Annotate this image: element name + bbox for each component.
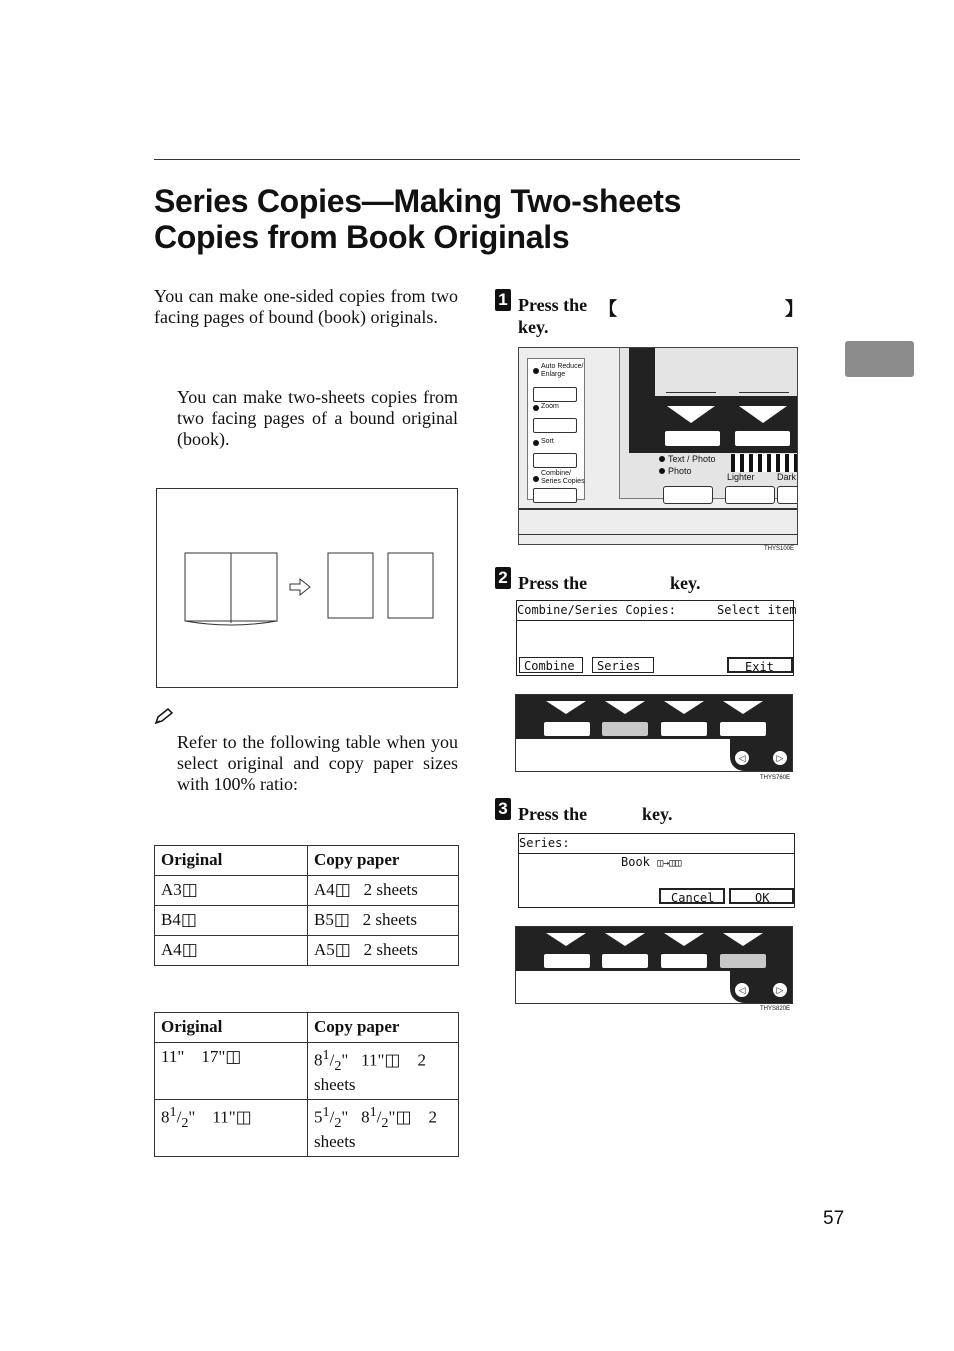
copy-width-num: 1: [322, 1104, 330, 1121]
table-row: [155, 906, 459, 936]
selection-key-3[interactable]: [661, 954, 707, 968]
label-photo: Photo: [668, 466, 692, 476]
landscape-paper-icon: ◫: [181, 880, 198, 899]
original-width: 11": [161, 1047, 185, 1066]
label-sort: Sort: [541, 438, 554, 445]
label-lighter: Lighter: [727, 472, 755, 482]
copy-unit: sheets: [314, 1075, 356, 1095]
landscape-paper-icon: ◫: [225, 1047, 242, 1066]
selection-key-1[interactable]: [544, 722, 590, 736]
sort-key[interactable]: [533, 453, 577, 468]
table-row: $8^1/_2$" 11"◫ $5^1/_2$" $8^1/_2"◫$ 2 sheets: [155, 1100, 459, 1157]
chapter-tab: [845, 341, 914, 377]
portrait-paper-icon: ◫: [334, 940, 351, 959]
step-2: [495, 567, 801, 593]
lighter-key[interactable]: [725, 486, 775, 504]
original-length: 17": [201, 1047, 226, 1066]
copy-width-int: 8: [314, 1050, 323, 1070]
portrait-paper-icon: ◫: [384, 1050, 401, 1070]
selection-key-4[interactable]: [720, 954, 766, 968]
lcd-screen-2: [518, 833, 795, 908]
page-number: 57: [823, 1208, 845, 1229]
label-text-photo: Text / Photo: [668, 454, 716, 464]
image-mode-key[interactable]: [663, 486, 713, 504]
copy-length-den: 2: [381, 1115, 389, 1132]
label-series-copies: Series Copies: [541, 478, 585, 485]
lcd-title: Combine/Series Copies:: [517, 603, 676, 617]
intro-note: You can make two-sheets copies from two facing pages of a bound original (book).: [177, 387, 458, 449]
figure-code-1: THYS100E: [764, 546, 795, 552]
cancel-button[interactable]: Cancel: [659, 888, 725, 904]
original-size: A4: [161, 940, 182, 959]
combine-series-key[interactable]: [533, 488, 577, 503]
header-copy-paper: Copy paper: [308, 1013, 459, 1043]
lcd-title: Series:: [519, 836, 570, 850]
portrait-paper-icon: ◫: [334, 880, 351, 899]
header-original: Original: [155, 846, 308, 876]
step-number: 1: [495, 289, 511, 311]
copy-width-den: 2: [334, 1058, 342, 1075]
zoom-key[interactable]: [533, 418, 577, 433]
copy-length: 11": [361, 1050, 385, 1070]
bracket-close: 】: [785, 299, 803, 319]
density-indicator: [731, 454, 797, 472]
copy-width-int: 5: [314, 1107, 323, 1127]
table-row: [155, 876, 459, 906]
book-to-sheets-icon: ◫→◫◫: [657, 858, 682, 869]
step-text-pre: Press the: [518, 573, 588, 593]
selection-key-4[interactable]: [720, 722, 766, 736]
selection-key-2[interactable]: [602, 722, 648, 736]
title-line-1: Series Copies—Making Two-sheets: [154, 183, 682, 219]
scroll-left-icon[interactable]: ◁: [735, 983, 749, 997]
original-width-num: 1: [169, 1104, 177, 1121]
copy-size: B5: [314, 910, 334, 929]
control-panel-illustration: [518, 347, 798, 545]
reference-text: Refer to the following table when you select original and copy paper sizes with 100% ratio:: [177, 732, 458, 794]
book-diagram: [157, 489, 457, 687]
step-number: 2: [495, 567, 511, 589]
figure-code-2: THYS760E: [760, 775, 791, 781]
copy-count: 2: [417, 1050, 426, 1070]
book-option-label: Book: [621, 855, 650, 869]
selection-key-3[interactable]: [661, 722, 707, 736]
step-3: [495, 798, 801, 824]
label-combine: Combine/: [541, 470, 571, 477]
sheet-left-icon: [328, 553, 373, 618]
title-line-2: Copies from Book Originals: [154, 219, 570, 255]
scroll-right-icon[interactable]: ▷: [773, 983, 787, 997]
exit-button[interactable]: Exit: [727, 657, 793, 673]
original-length: 11": [212, 1107, 236, 1127]
selection-keys-2: [515, 926, 793, 1004]
scroll-right-icon[interactable]: ▷: [773, 751, 787, 765]
copy-size: A5: [314, 940, 335, 959]
original-size: B4: [161, 910, 181, 929]
figure-code-3: THYS820E: [760, 1006, 791, 1012]
sheet-right-icon: [388, 553, 433, 618]
book-illustration: [156, 488, 458, 688]
combine-button[interactable]: Combine: [519, 657, 583, 673]
page-title: [154, 183, 794, 255]
landscape-paper-icon: ◫: [181, 940, 198, 959]
arrow-icon: [290, 579, 310, 595]
copy-length-num: 1: [369, 1104, 377, 1121]
copy-unit: sheets: [314, 1132, 356, 1152]
lcd-hint: Select item: [717, 603, 797, 617]
original-width-den: 2: [181, 1115, 189, 1132]
metric-size-table: [154, 845, 459, 966]
copy-length-int: 8: [361, 1107, 370, 1127]
bracket-open: 【: [599, 299, 617, 319]
selection-key-1[interactable]: [544, 954, 590, 968]
book-option[interactable]: [621, 855, 681, 869]
portrait-paper-icon: ◫: [395, 1107, 412, 1127]
lcd-screen-1: [516, 600, 797, 676]
ok-button[interactable]: OK: [729, 888, 794, 904]
label-darker: Dark: [777, 472, 797, 482]
landscape-paper-icon: ◫: [235, 1107, 252, 1127]
step-text-post: key.: [518, 317, 549, 337]
copy-width-den: 2: [334, 1115, 342, 1132]
label-enlarge: Enlarge: [541, 371, 566, 378]
selection-keys-1: [515, 694, 793, 772]
landscape-paper-icon: ◫: [180, 910, 197, 929]
auto-reduce-key[interactable]: [533, 387, 577, 402]
series-button[interactable]: Series: [592, 657, 654, 673]
copy-width-num: 1: [322, 1047, 330, 1063]
original-width-int: 8: [161, 1107, 170, 1127]
copy-count: 2: [428, 1107, 437, 1127]
inch-size-table: [154, 1012, 459, 1157]
selection-key-2[interactable]: [602, 954, 648, 968]
header-original: Original: [155, 1013, 308, 1043]
step-number: 3: [495, 798, 511, 820]
step-text-post: key.: [670, 573, 701, 593]
step-text-post: key.: [642, 804, 673, 824]
header-copy-paper: Copy paper: [308, 846, 459, 876]
copy-count: 2 sheets: [363, 880, 418, 899]
copy-count: 2 sheets: [363, 940, 418, 959]
portrait-paper-icon: ◫: [333, 910, 350, 929]
step-text-pre: Press the: [518, 295, 588, 315]
step-text-pre: Press the: [518, 804, 588, 824]
intro-paragraph: You can make one-sided copies from two facing pages of bound (book) originals.: [154, 286, 458, 327]
table-row: 11" 17"◫ $8^1/_2$" 11"◫ 2 sheets: [155, 1043, 459, 1100]
top-rule: [154, 159, 800, 160]
darker-key[interactable]: [777, 486, 798, 504]
original-size: A3: [161, 880, 182, 899]
label-auto-reduce: Auto Reduce/: [541, 363, 584, 370]
table-row: [155, 936, 459, 966]
scroll-left-icon[interactable]: ◁: [735, 751, 749, 765]
copy-count: 2 sheets: [362, 910, 417, 929]
note-pen-icon: [154, 707, 174, 725]
step-1: [495, 289, 803, 337]
copy-size: A4: [314, 880, 335, 899]
label-zoom: Zoom: [541, 403, 559, 410]
